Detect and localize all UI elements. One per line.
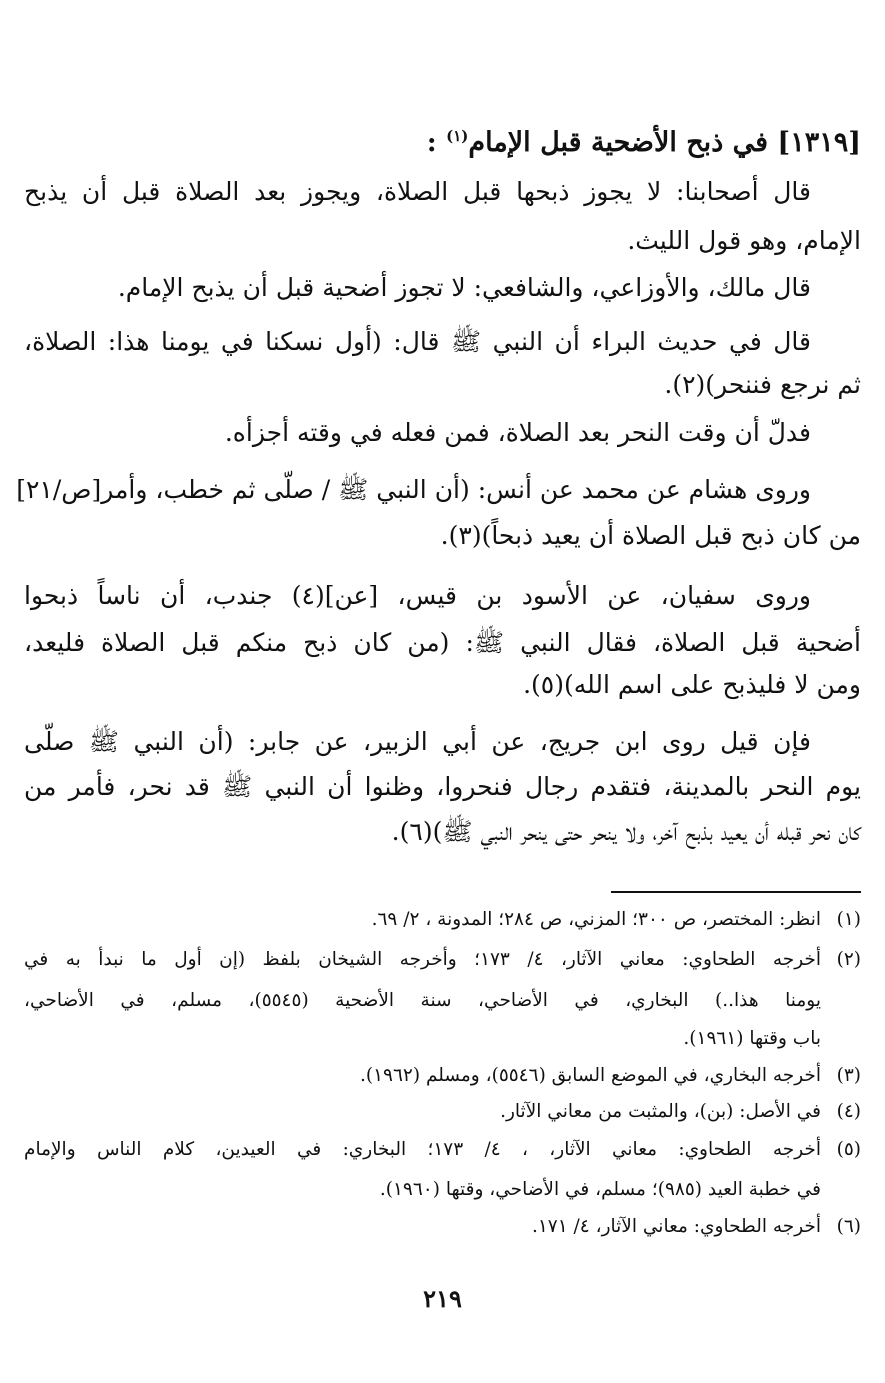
footnote-2-line-2: يومنا هذا..) البخاري، في الأضاحي، سنة الأضحية (٥٥٤٥)، مسلم، في الأضاحي، [24, 990, 821, 1011]
footnote-6: (٦)أخرجه الطحاوي: معاني الآثار، ٤/ ١٧١. [531, 1216, 861, 1237]
footnote-2-line-3: باب وقتها (١٩٦١). [683, 1028, 821, 1049]
body-line: وروى سفيان، عن الأسود بن قيس، [عن](٤) جندب، أن ناساً ذبحوا [24, 581, 811, 610]
body-line: ومن لا فليذبح على اسم الله)(٥). [523, 670, 861, 699]
section-heading: [١٣١٩] في ذبح الأضحية قبل الإمام$^{(١)}$ : [426, 127, 861, 158]
footnote-2: (٢)أخرجه الطحاوي: معاني الآثار، ٤/ ١٧٣؛ وأخرجه الشيخان بلفظ (إن أول ما نبدأ به في [24, 949, 862, 970]
body-line: كان نحر قبله أن يعيد بذبح آخر، ولا ينحر حتى ينحر النبي ﷺ)(٦). [391, 817, 861, 846]
body-line: الإمام، وهو قول الليث. [627, 226, 861, 255]
page-number: ٢١٩ [423, 1284, 462, 1313]
footnote-divider [611, 891, 861, 893]
footnote-4: (٤)في الأصل: (بن)، والمثبت من معاني الآثار. [500, 1101, 861, 1122]
body-line: أضحية قبل الصلاة، فقال النبي ﷺ: (من كان ذبح منكم قبل الصلاة فليعد، [24, 628, 861, 657]
footnote-ref: (١) [446, 127, 469, 145]
footnote-5-line-2: في خطبة العيد (٩٨٥)؛ مسلم، في الأضاحي، وقتها (١٩٦٠). [379, 1179, 821, 1200]
footnote-1: (١)انظر: المختصر، ص ٣٠٠؛ المزني، ص ٢٨٤؛ المدونة ، ٢/ ٦٩. [371, 909, 861, 930]
body-line: ثم نرجع فننحر)(٢). [664, 370, 861, 399]
body-line: قال أصحابنا: لا يجوز ذبحها قبل الصلاة، ويجوز بعد الصلاة قبل أن يذبح [24, 177, 811, 206]
body-line: قال في حديث البراء أن النبي ﷺ قال: (أول نسكنا في يومنا هذا: الصلاة، [24, 327, 811, 356]
body-line: وروى هشام عن محمد عن أنس: (أن النبي ﷺ / صلّى ثم خطب، وأمر[ص/٢١] [16, 475, 811, 504]
body-line: فدلّ أن وقت النحر بعد الصلاة، فمن فعله في وقته أجزأه. [224, 418, 811, 447]
body-line: من كان ذبح قبل الصلاة أن يعيد ذبحاً)(٣). [440, 521, 861, 550]
footnote-3: (٣)أخرجه البخاري، في الموضع السابق (٥٥٤٦)، ومسلم (١٩٦٢). [360, 1065, 861, 1086]
body-line: قال مالك، والأوزاعي، والشافعي: لا تجوز أضحية قبل أن يذبح الإمام. [117, 273, 811, 302]
body-line: فإن قيل روى ابن جريج، عن أبي الزبير، عن جابر: (أن النبي ﷺ صلّى [24, 727, 811, 756]
footnote-5: (٥)أخرجه الطحاوي: معاني الآثار، ، ٤/ ١٧٣؛ البخاري: في العيدين، كلام الناس والإمام [24, 1139, 861, 1160]
body-line: يوم النحر بالمدينة، فتقدم رجال فنحروا، وظنوا أن النبي ﷺ قد نحر، فأمر من [24, 772, 861, 801]
